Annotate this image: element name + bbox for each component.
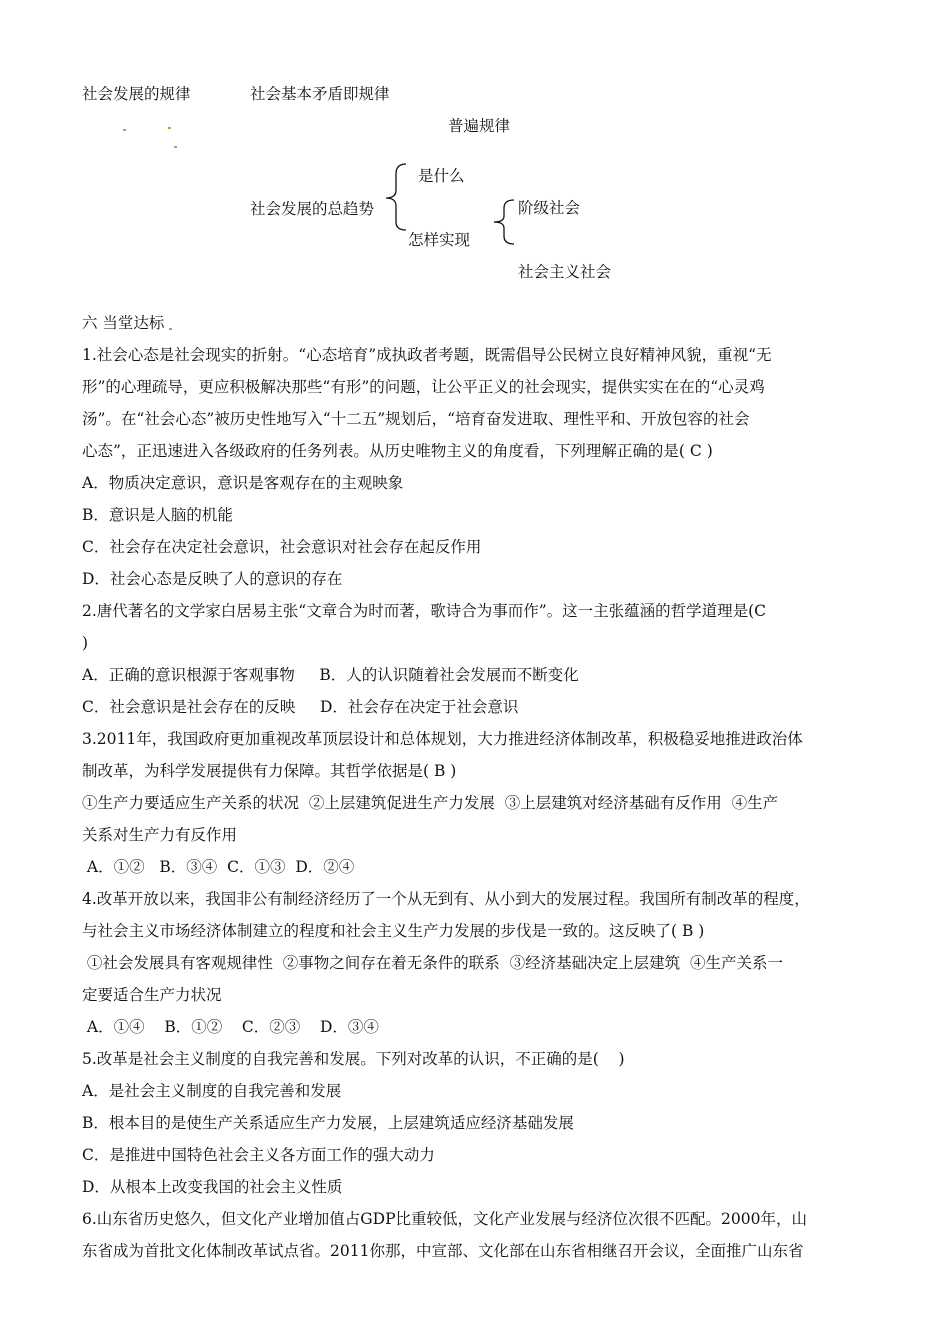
option-b: B．根本目的是使生产关系适应生产力发展，上层建筑适应经济基础发展 [82, 1114, 574, 1132]
question-6 [82, 1203, 870, 1267]
question-stem-line: 3.2011年，我国政府更加重视改革顶层设计和总体规划，大力推进经济体制改革，积极稳妥地推进政治体 [82, 730, 803, 748]
option-c: C．是推进中国特色社会主义各方面工作的强大动力 [82, 1146, 435, 1164]
question-stem-line: 与社会主义市场经济体制建立的程度和社会主义生产力发展的步伐是一致的。这反映了( B ) [82, 922, 705, 940]
diagram-label-class: 阶级社会 [518, 199, 581, 217]
option-ab: A．正确的意识根源于客观事物 B．人的认识随着社会发展而不断变化 [82, 666, 579, 684]
section-title: 六 当堂达标 [82, 314, 165, 332]
option-b: B．意识是人脑的机能 [82, 506, 233, 524]
option-cd: C．社会意识是社会存在的反映 D．社会存在决定于社会意识 [82, 698, 519, 716]
diagram-label-basic: 社会基本矛盾即规律 [250, 85, 390, 103]
question-stem-line: 东省成为首批文化体制改革试点省。2011你那，中宣部、文化部在山东省相继召开会议，全面推广山东省 [82, 1242, 804, 1260]
option-c: C．社会存在决定社会意识，社会意识对社会存在起反作用 [82, 538, 482, 556]
question-stem-line: ) [82, 634, 89, 652]
question-stem-line: 制改革，为科学发展提供有力保障。其哲学依据是( B ) [82, 762, 457, 780]
question-stem-line: 汤”。在“社会心态”被历史性地写入“十二五”规划后，“培育奋发进取、理性平和、开放包容的社会 [82, 410, 750, 428]
question-statement-line: 关系对生产力有反作用 [82, 826, 238, 844]
diagram-label-trend: 社会发展的总趋势 [250, 200, 375, 218]
option-a: A．物质决定意识，意识是客观存在的主观映象 [82, 474, 404, 492]
question-statement-line: ①社会发展具有客观规律性 ②事物之间存在着无条件的联系 ③经济基础决定上层建筑 ④生产关系一 [82, 954, 783, 972]
diagram-label-universal: 普遍规律 [448, 117, 511, 135]
diagram-label-law: 社会发展的规律 [82, 85, 191, 103]
option-d: D．社会心态是反映了人的意识的存在 [82, 570, 343, 588]
question-4 [82, 883, 870, 1043]
option-row: A．①④ B．①② C．②③ D．③④ [82, 1018, 379, 1036]
diagram-label-how: 怎样实现 [408, 231, 471, 249]
question-stem-line: 6.山东省历史悠久，但文化产业增加值占GDP比重较低，文化产业发展与经济位次很不匹配。2000年，山 [82, 1210, 807, 1228]
artifact-dot [174, 146, 177, 148]
question-statement-line: ①生产力要适应生产关系的状况 ②上层建筑促进生产力发展 ③上层建筑对经济基础有反作用 ④生产 [82, 794, 779, 812]
question-3 [82, 723, 870, 883]
left-brace-how [488, 198, 518, 248]
question-stem-line: 1.社会心态是社会现实的折射。“心态培育”成执政者考题，既需倡导公民树立良好精神风貌，重视“无 [82, 346, 772, 364]
question-5 [82, 1043, 870, 1203]
questions-block [82, 339, 870, 1267]
question-stem-line: 心态”，正迅速进入各级政府的任务列表。从历史唯物主义的角度看，下列理解正确的是( C ) [82, 442, 713, 460]
question-statement-line: 定要适合生产力状况 [82, 986, 222, 1004]
question-1 [82, 339, 870, 595]
artifact-dot [168, 127, 171, 129]
artifact-dot [169, 328, 172, 330]
option-d: D．从根本上改变我国的社会主义性质 [82, 1178, 343, 1196]
diagram-label-what: 是什么 [418, 167, 465, 185]
question-stem-line: 5.改革是社会主义制度的自我完善和发展。下列对改革的认识，不正确的是( ) [82, 1050, 625, 1068]
artifact-dot [123, 129, 126, 131]
left-brace-trend [382, 162, 412, 232]
option-a: A．是社会主义制度的自我完善和发展 [82, 1082, 342, 1100]
question-stem-line: 形”的心理疏导，更应积极解决那些“有形”的问题，让公平正义的社会现实，提供实实在在的“心灵鸡 [82, 378, 765, 396]
diagram-label-socialist: 社会主义社会 [518, 263, 612, 281]
question-2 [82, 595, 870, 723]
question-stem-line: 2.唐代著名的文学家白居易主张“文章合为时而著，歌诗合为事而作”。这一主张蕴涵的哲学道理是(C [82, 602, 767, 620]
question-stem-line: 4.改革开放以来，我国非公有制经济经历了一个从无到有、从小到大的发展过程。我国所有制改革的程度， [82, 890, 810, 908]
option-row: A．①② B．③④ C．①③ D．②④ [82, 858, 355, 876]
